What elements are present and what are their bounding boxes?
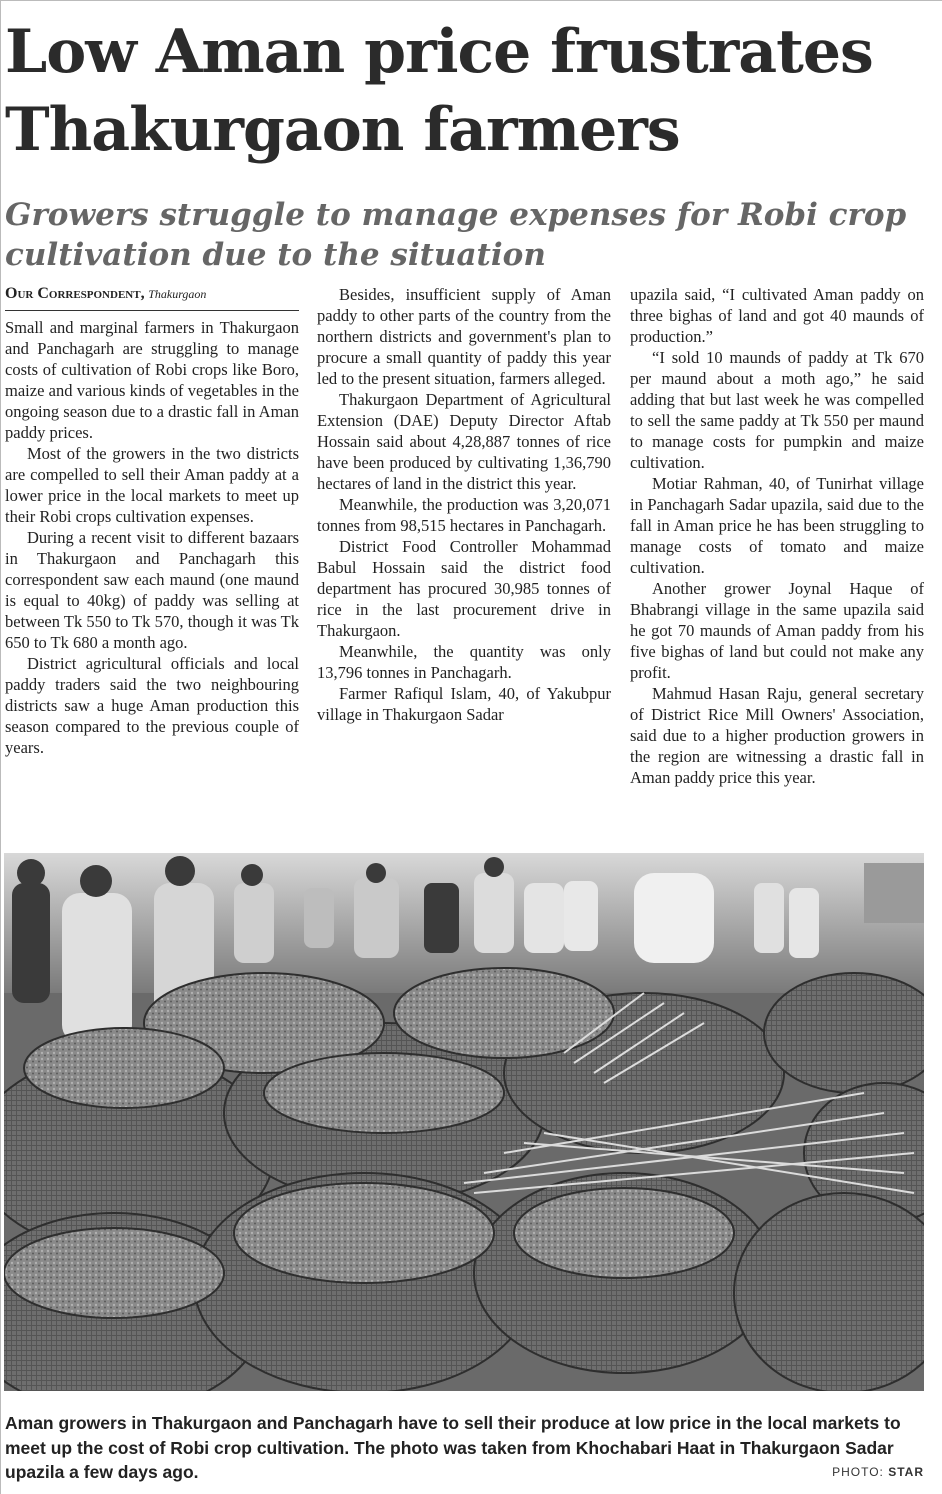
- paragraph: Another grower Joynal Haque of Bhabrangi village in the same upazila said he got 70 maunds of Aman paddy from his five bighas of land but could not make any profit.: [630, 579, 924, 682]
- photo-credit-label: PHOTO:: [832, 1465, 884, 1479]
- paragraph: District agricultural officials and local paddy traders said the two neighbouring districts saw a huge Aman production this season compared to the previous couple of years.: [5, 654, 299, 757]
- market-photo: [4, 853, 924, 1391]
- photo-caption: Aman growers in Thakurgaon and Panchagarh have to sell their produce at low price in the local markets to meet up the cost of Robi crop cultivation. The photo was taken from Khochabari Haat in Thakurgaon Sadar upazila a few days ago.: [5, 1413, 901, 1482]
- headline: Low Aman price frustrates Thakurgaon farmers: [5, 17, 873, 165]
- paragraph: District Food Controller Mohammad Babul Hossain said the district food department has procured 30,985 tonnes of rice in the last procurement drive in Thakurgaon.: [317, 537, 611, 640]
- paddy-sacks: [4, 968, 924, 1391]
- paragraph: Meanwhile, the quantity was only 13,796 tonnes in Panchagarh.: [317, 642, 611, 682]
- paddy-sacks-illustration: [4, 853, 924, 1391]
- paragraph: Most of the growers in the two districts are compelled to sell their Aman paddy at a lower price in the local markets to meet up their Robi crops cultivation expenses.: [5, 444, 299, 526]
- paragraph: During a recent visit to different bazaars in Thakurgaon and Panchagarh this correspondent saw each maund (one maund is equal to 40kg) of paddy was selling at between Tk 550 to Tk 570, though it was Tk 650 to Tk 680 a month ago.: [5, 528, 299, 652]
- article-column-1: [5, 284, 299, 758]
- paragraph: Meanwhile, the production was 3,20,071 tonnes from 98,515 hectares in Panchagarh.: [317, 495, 611, 535]
- subheadline: Growers struggle to manage expenses for Robi crop cultivation due to the situation: [5, 197, 907, 273]
- paragraph: Farmer Rafiqul Islam, 40, of Yakubpur village in Thakurgaon Sadar: [317, 684, 611, 724]
- byline-author: Our Correspondent,: [5, 285, 145, 302]
- paragraph: Thakurgaon Department of Agricultural Extension (DAE) Deputy Director Aftab Hossain said about 4,28,887 tonnes of rice have been produced by cultivating 1,36,790 hectares of land in the district this year.: [317, 390, 611, 493]
- byline: [5, 284, 299, 311]
- paragraph: “I sold 10 maunds of paddy at Tk 670 per maund about a moth ago,” he said adding that but last week he was compelled to sell the same paddy at Tk 550 per maund to manage costs for pumpkin and maize cultivation.: [630, 348, 924, 472]
- paragraph: Besides, insufficient supply of Aman paddy to other parts of the country from the northern districts and government's plan to procure a small quantity of paddy this year led to the present situation, farmers alleged.: [317, 285, 611, 388]
- paragraph: Mahmud Hasan Raju, general secretary of District Rice Mill Owners' Association, said due to a higher production growers in the region are witnessing a drastic fall in Aman paddy price this year.: [630, 684, 924, 787]
- photo-credit-source: STAR: [888, 1465, 924, 1479]
- article-column-3: [630, 284, 924, 788]
- photo-credit: [832, 1465, 924, 1479]
- paragraph: upazila said, “I cultivated Aman paddy on three bighas of land and got 40 maunds of production.”: [630, 285, 924, 346]
- paragraph: Small and marginal farmers in Thakurgaon and Panchagarh are struggling to manage costs of cultivation of Robi crops like Boro, maize and various kinds of vegetables in the ongoing season due to a drastic fall in Aman paddy prices.: [5, 318, 299, 442]
- byline-place: Thakurgaon: [148, 287, 207, 301]
- article-column-2: [317, 284, 611, 725]
- paragraph: Motiar Rahman, 40, of Tunirhat village in Panchagarh Sadar upazila, said due to the fall in Aman price he has been struggling to manage costs of tomato and maize cultivation.: [630, 474, 924, 577]
